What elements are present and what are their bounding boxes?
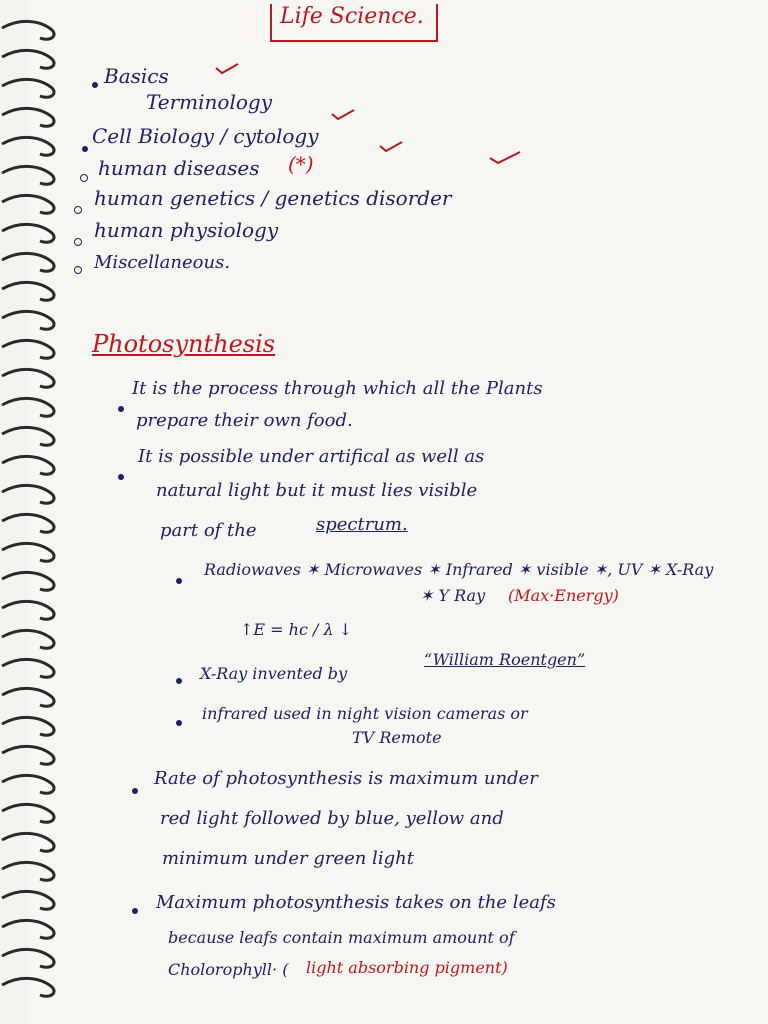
spiral-coil	[2, 369, 54, 387]
spiral-coil	[2, 398, 54, 416]
spiral-coil	[2, 253, 54, 271]
spiral-coil	[2, 659, 54, 677]
topic-basics: Basics	[104, 64, 169, 88]
spiral-coil	[2, 79, 54, 97]
bullet	[74, 238, 82, 246]
check-mark-icon	[214, 62, 240, 76]
para2-line1: It is possible under artifical as well as	[138, 446, 485, 467]
spiral-coil	[2, 108, 54, 126]
spiral-coil	[2, 282, 54, 300]
spiral-coil	[2, 514, 54, 532]
section-heading: Photosynthesis	[92, 330, 276, 358]
check-mark-icon	[378, 140, 404, 154]
spiral-coil	[2, 166, 54, 184]
topic-star-note: (*)	[288, 152, 314, 176]
spiral-coil	[2, 775, 54, 793]
spiral-coil	[2, 862, 54, 880]
bullet	[82, 146, 88, 152]
bullet	[132, 788, 138, 794]
spiral-coil	[2, 572, 54, 590]
spiral-coil	[2, 717, 54, 735]
spiral-coil	[2, 688, 54, 706]
spiral-coil	[2, 920, 54, 938]
spiral-coil	[2, 630, 54, 648]
spiral-coil	[2, 427, 54, 445]
spiral-coil	[2, 485, 54, 503]
spiral-coil	[2, 195, 54, 213]
spiral-coil	[2, 21, 54, 39]
infrared-line2: TV Remote	[352, 728, 442, 747]
spectrum-line1: Radiowaves ✶ Microwaves ✶ Infrared ✶ visible ✶, UV ✶ X-Ray	[204, 560, 714, 579]
bullet	[176, 678, 182, 684]
spiral-coil	[2, 804, 54, 822]
para1-line2: prepare their own food.	[136, 410, 353, 431]
spiral-coil	[2, 891, 54, 909]
bullet	[118, 406, 124, 412]
rate-line1: Rate of photosynthesis is maximum under	[154, 768, 538, 789]
check-mark-icon	[488, 150, 522, 166]
bullet	[118, 474, 124, 480]
maximum-line3: Cholorophyll· (	[168, 960, 289, 979]
topic-human-physiology: human physiology	[94, 218, 279, 242]
topic-human-genetics: human genetics / genetics disorder	[94, 186, 452, 210]
infrared-line1: infrared used in night vision cameras or	[202, 704, 528, 723]
spiral-coil	[2, 224, 54, 242]
spiral-coil	[2, 746, 54, 764]
spiral-coil	[2, 543, 54, 561]
bullet	[176, 578, 182, 584]
maximum-line1: Maximum photosynthesis takes on the leafs	[156, 892, 556, 913]
xray-text: X-Ray invented by	[200, 664, 348, 683]
rate-line2: red light followed by blue, yellow and	[160, 808, 504, 829]
spectrum-max-energy: (Max·Energy)	[508, 586, 619, 605]
bullet	[74, 206, 82, 214]
para2-line3: part of the	[160, 520, 257, 541]
spiral-coil	[2, 50, 54, 68]
spiral-coil	[2, 949, 54, 967]
maximum-pigment: light absorbing pigment)	[306, 958, 508, 977]
check-mark-icon	[330, 108, 356, 122]
spiral-coil	[2, 601, 54, 619]
spiral-coil	[2, 340, 54, 358]
topic-human-diseases: human diseases	[98, 156, 260, 180]
xray-inventor: “William Roentgen”	[424, 650, 586, 669]
energy-formula: ↑E = hc / λ ↓	[240, 620, 353, 639]
bullet	[176, 720, 182, 726]
bullet	[132, 908, 138, 914]
rate-line3: minimum under green light	[162, 848, 414, 869]
page-title: Life Science.	[280, 4, 424, 29]
para1-line1: It is the process through which all the Plants	[132, 378, 543, 399]
spiral-coil	[2, 137, 54, 155]
spiral-coil	[2, 833, 54, 851]
spiral-coil	[2, 311, 54, 329]
bullet	[80, 174, 88, 182]
spiral-coil	[2, 456, 54, 474]
topic-cell-biology: Cell Biology / cytology	[92, 124, 319, 148]
topic-miscellaneous: Miscellaneous.	[94, 252, 231, 273]
topic-terminology: Terminology	[146, 90, 273, 114]
para2-line2: natural light but it must lies visible	[156, 480, 478, 501]
spiral-binding	[0, 10, 70, 1010]
para2-spectrum: spectrum.	[316, 514, 408, 535]
spectrum-line2: ✶ Y Ray	[420, 586, 486, 605]
bullet	[92, 82, 98, 88]
bullet	[74, 266, 82, 274]
maximum-line2: because leafs contain maximum amount of	[168, 928, 515, 947]
spiral-coil	[2, 978, 54, 996]
